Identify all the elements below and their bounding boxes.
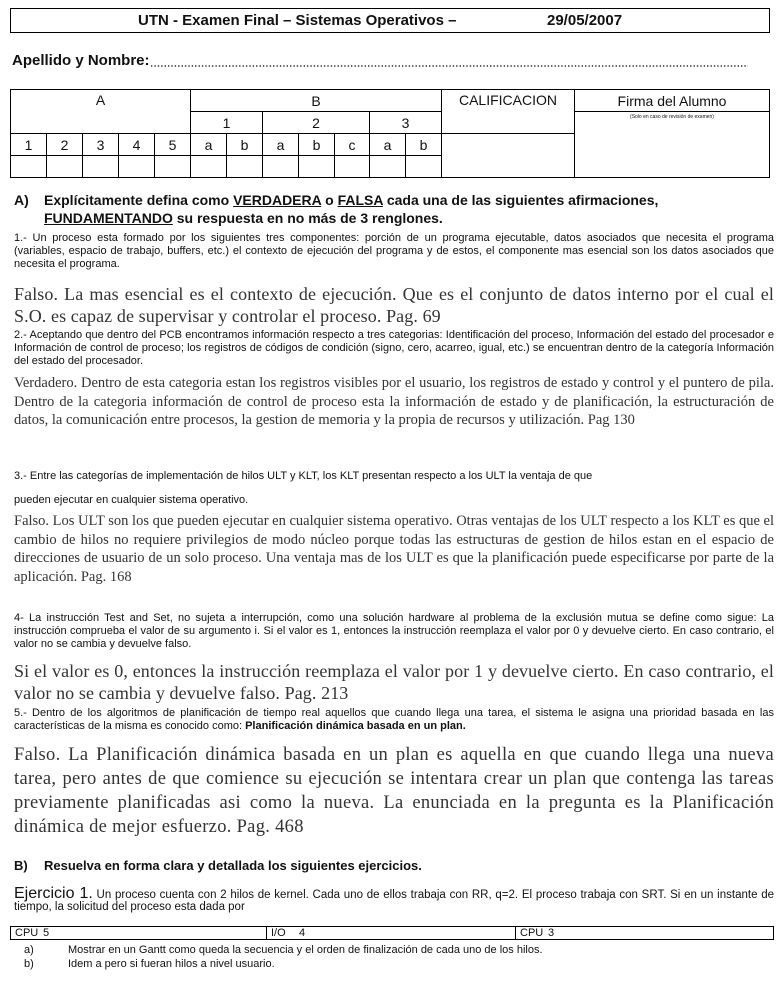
answer-1: Falso. La mas esencial es el contexto de ejecución. Que es el conjunto de datos interno por el cual el S.O. es capaz de supervisar y controlar el proceso. Pag. 69 [14,284,774,326]
grade-cell [83,156,119,178]
answer-2: Verdadero. Dentro de esta categoria estan los registros visibles por el usuario, los registros de estado y control y el puntero de pila. Dentro de la categoria información de control de proceso esta la información de estado y de planificación, la estructuración de datos, la comunicación entre procesos, la gestion de memoria y la propia de recursos y utilización. Pag 130 [14,375,774,428]
fundamentando-word: FUNDAMENTANDO [44,210,173,226]
section-a-letter: A) [14,192,29,208]
grade-b-part: 2 [263,112,370,134]
question-3-line-1: 3.- Entre las categorías de implementación de hilos ULT y KLT, los KLT presentan respecto a los ULT la ventaja de que [14,470,593,482]
burst-value: 3 [548,927,555,939]
section-a-heading [14,192,774,208]
grade-header-a: A [11,90,191,134]
question-5-text: 5.- Dentro de los algoritmos de planificación de tiempo real aquellos que cuando llega una tarea, el sistema le asigna una prioridad basada en las características de la misma es conocido como: [14,707,774,732]
burst-label: CPU [15,927,39,939]
exercise-1-title: Ejercicio 1. [14,885,93,902]
question-3-line-2: pueden ejecutar en cualquier sistema operativo. [14,494,249,506]
grade-cell [227,156,263,178]
verdadera-word: VERDADERA [233,192,322,208]
grade-cell [191,156,227,178]
section-b-letter: B) [14,858,28,873]
exercise-1 [14,885,774,913]
burst-cell [267,927,516,939]
answer-4: Si el valor es 0, entonces la instrucción reemplaza el valor por 1 y devuelve cierto. En caso contrario, el valor no se cambia y devuelve falso. Pag. 213 [14,661,774,703]
section-a-heading-line2 [44,210,774,226]
burst-sequence-table [10,926,774,940]
item-text: Idem a pero si fueran hilos a nivel usuario. [68,958,275,970]
firma-note: (Solo en caso de revisión de examen) [575,112,770,178]
grade-b-item: a [263,134,299,156]
burst-label: I/O [271,927,286,939]
exam-date: 29/05/2007 [547,12,623,29]
section-b-heading [14,858,774,874]
grade-cell [299,156,335,178]
grade-b-item: a [191,134,227,156]
grade-cell [335,156,370,178]
grade-a-item: 2 [47,134,83,156]
grade-b-item: b [406,134,442,156]
grade-header-firma: Firma del Alumno [575,90,770,112]
grade-b-part: 3 [370,112,442,134]
grade-header-b: B [191,90,442,112]
grade-cell [47,156,83,178]
question-5 [14,707,774,733]
grade-b-item: c [335,134,370,156]
student-name-line [12,52,772,69]
question-1: 1.- Un proceso esta formado por los siguientes tres componentes: porción de un programa ejecutable, datos asociados que necesita el programa (variables, espacio de trabajo, buffers, etc.) el contexto de ejecución del programa y de estos, el componente mas esencial son los datos asociados que necesita el programa. [14,232,774,270]
section-a-text: su respuesta en no más de 3 renglones. [172,210,443,226]
burst-value: 4 [299,927,306,939]
burst-cell [11,927,267,939]
exercise-1-item-a [24,944,543,957]
grade-a-item: 4 [119,134,155,156]
grade-cell [370,156,406,178]
burst-cell [516,927,773,939]
burst-value: 5 [43,927,50,939]
answer-5: Falso. La Planificación dinámica basada en un plan es aquella en que cuando llega una nueva tarea, pero antes de que comience su ejecución se intentara crear un plan que contenga las tareas previamente planificadas asi como la nueva. La enunciada en la pregunta es la Planificación dinámica de mejor esfuerzo. Pag. 468 [14,745,774,837]
item-letter: a) [24,944,34,956]
calificacion-cell [442,134,575,178]
grade-a-item: 3 [83,134,119,156]
grade-b-item: b [299,134,335,156]
name-dotted-line [150,55,748,69]
section-a-text: o [321,192,338,208]
grade-b-item: b [227,134,263,156]
grade-table [10,89,770,178]
exercise-1-text: Un proceso cuenta con 2 hilos de kernel. Cada uno de ellos trabaja con RR, q=2. El proceso trabaja con SRT. Si en un instante de tiempo, la solicitud del proceso esta dada por [14,889,774,913]
section-a-text: cada una de las siguientes afirmaciones, [382,192,659,208]
item-text: Mostrar en un Gantt como queda la secuencia y el orden de finalización de cada uno de los hilos. [68,944,543,956]
section-b-text: Resuelva en forma clara y detallada los siguientes ejercicios. [44,858,422,873]
grade-cell [155,156,191,178]
grade-header-calificacion: CALIFICACION [442,90,575,134]
grade-cell [406,156,442,178]
grade-a-item: 1 [11,134,47,156]
exam-header [10,8,770,33]
exercise-1-item-b [24,958,275,971]
question-5-bold: Planificación dinámica basada en un plan. [245,720,466,732]
grade-b-part: 1 [191,112,263,134]
item-letter: b) [24,958,34,970]
section-a-text: Explícitamente defina como [44,192,234,208]
falsa-word: FALSA [337,192,383,208]
name-label: Apellido y Nombre: [12,52,150,69]
question-2: 2.- Aceptando que dentro del PCB encontramos información respecto a tres categorias: Identificación del proceso, Información del estado del procesador e Información de control de proceso; los registros de códigos de condición (signo, cero, acarreo, igual, etc.) se encuentran dentro de la categoría Información del estado del procesador. [14,329,774,367]
exam-title: UTN - Examen Final – Sistemas Operativos – [138,12,457,29]
grade-cell [11,156,47,178]
answer-3: Falso. Los ULT son los que pueden ejecutar en cualquier sistema operativo. Otras ventajas de los ULT respecto a los KLT es que el cambio de hilos no requiere privilegios de modo núcleo porque todas las estructuras de gestion de hilos estan en el espacio de direcciones de usuario de un solo proceso. Una ventaja mas de los ULT es que la planificación puede especificarse por parte de la aplicación. Pag. 168 [14,513,774,585]
question-4: 4- La instrucción Test and Set, no sujeta a interrupción, como una solución hardware al problema de la exclusión mutua se define como sigue: La instrucción comprueba el valor de su argumento i. Si el valor es 1, entonces la instrucción reemplaza el valor por 0 y devuelve cierto. En caso contrario, el valor no se cambia y devuelve falso. [14,612,774,650]
grade-b-item: a [370,134,406,156]
grade-cell [263,156,299,178]
burst-label: CPU [520,927,544,939]
grade-a-item: 5 [155,134,191,156]
grade-cell [119,156,155,178]
